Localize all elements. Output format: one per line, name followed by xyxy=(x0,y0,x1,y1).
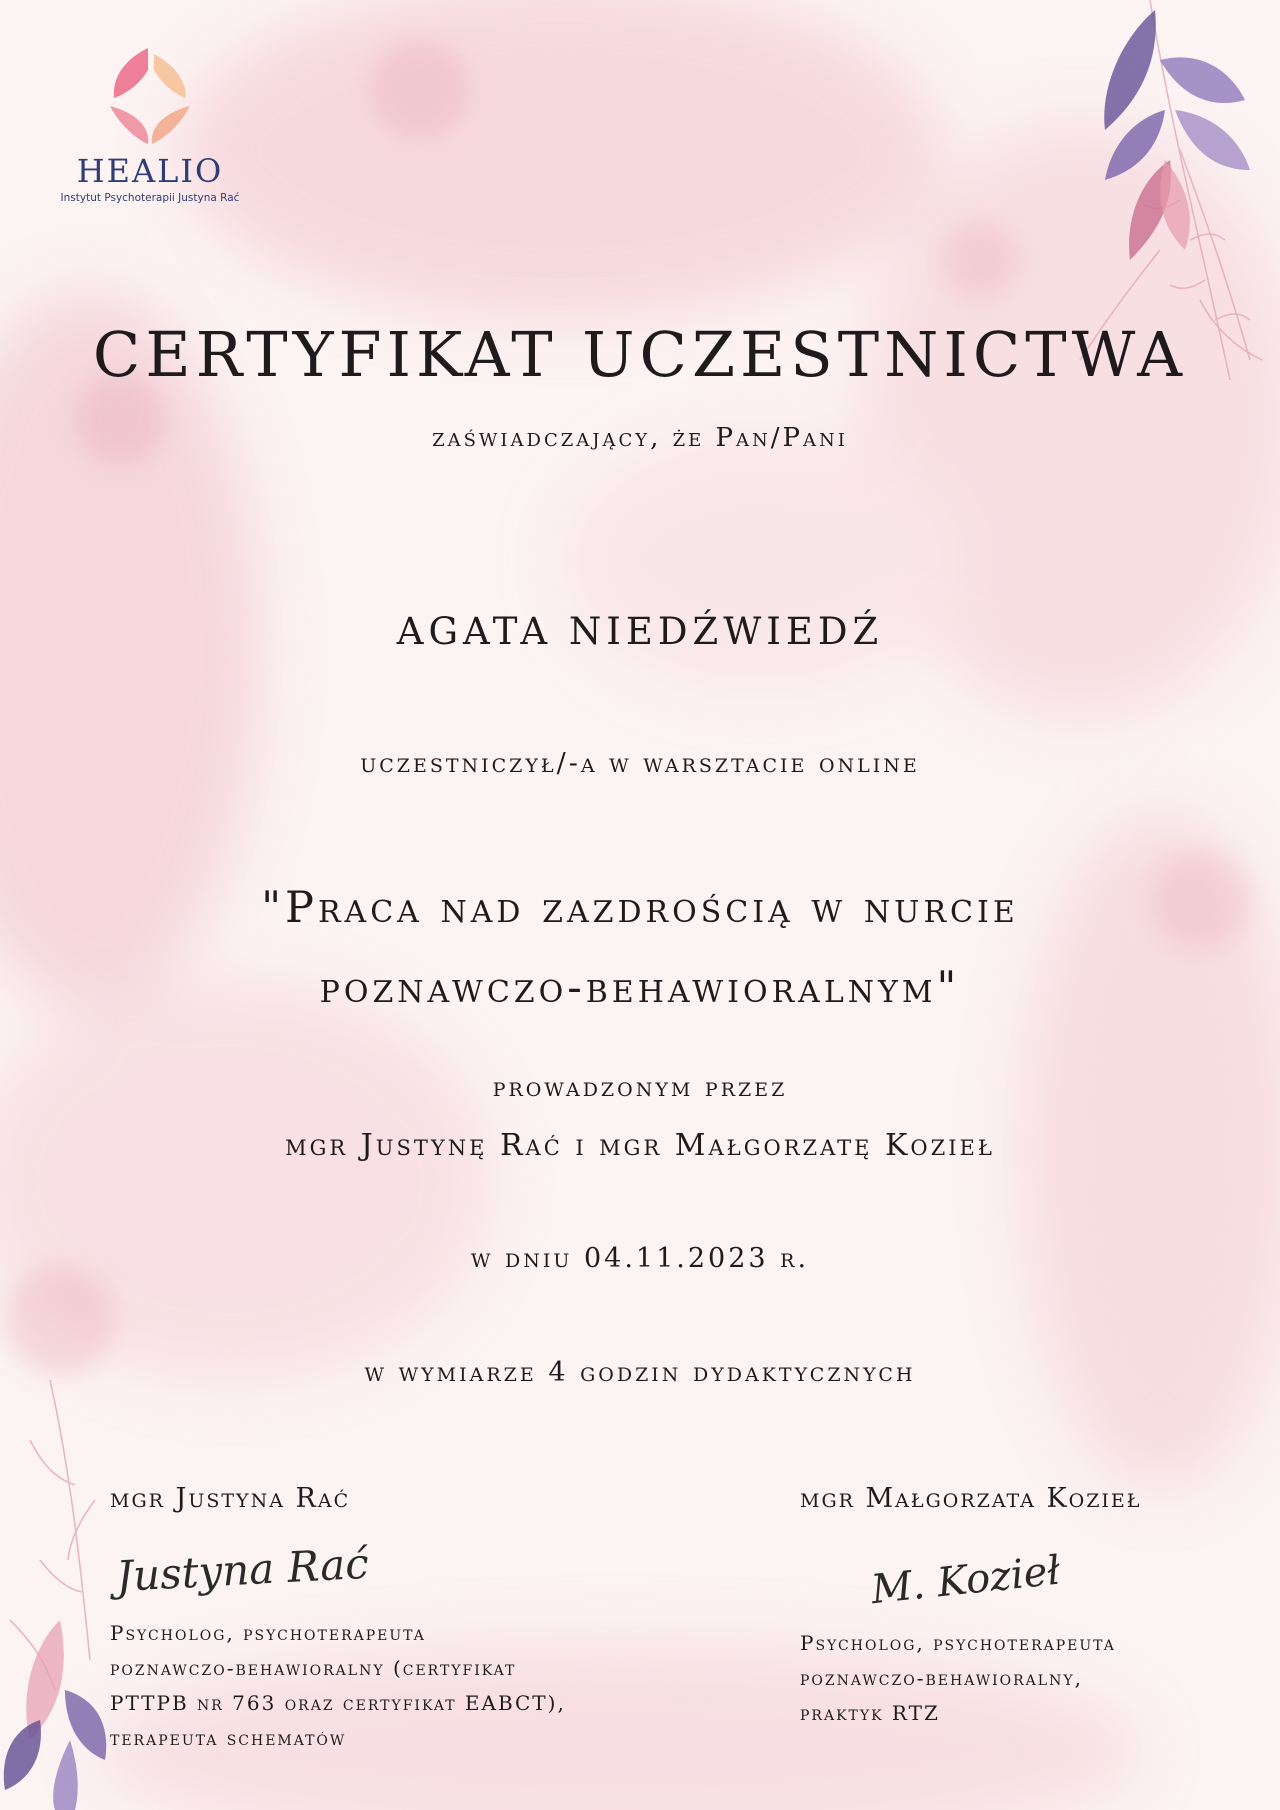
participant-name: AGATA NIEDŹWIEDŹ xyxy=(396,610,884,653)
logo-subtitle: Instytut Psychoterapii Justyna Rać xyxy=(60,192,240,204)
description-line: Psycholog, psychoterapeuta xyxy=(800,1631,1116,1655)
certificate-subtitle: zaświadczający, że Pan/Pani xyxy=(432,423,848,453)
handwritten-signature xyxy=(110,1528,400,1608)
signature-text: Justyna Rać xyxy=(114,1538,370,1601)
hours-line: w wymiarze 4 godzin dydaktycznych xyxy=(364,1357,916,1388)
description-line: terapeuta schematów xyxy=(110,1726,347,1750)
participation-line: uczestniczył/-a w warsztacie online xyxy=(360,748,920,779)
signatory-right xyxy=(800,1483,1240,1731)
date-line: w dniu 04.11.2023 r. xyxy=(470,1243,810,1274)
healio-lotus-icon xyxy=(90,40,210,150)
description-line: praktyk RTZ xyxy=(800,1701,940,1725)
signature-text: M. Kozieł xyxy=(868,1547,1063,1614)
purple-leaves-bottom-left xyxy=(4,1620,106,1810)
signatory-name: mgr Justyna Rać xyxy=(110,1483,351,1514)
led-by-label: prowadzonym przez xyxy=(492,1072,788,1103)
led-by-names: mgr Justynę Rać i mgr Małgorzatę Kozieł xyxy=(285,1128,995,1163)
course-title-line-1: "Praca nad zazdrością w nurcie xyxy=(261,883,1019,933)
course-title-line-2: poznawczo-behawioralnym" xyxy=(319,963,961,1013)
certificate-title: CERTYFIKAT UCZESTNICTWA xyxy=(92,318,1188,391)
signatory-description xyxy=(800,1626,1240,1731)
description-line: poznawczo-behawioralny, xyxy=(800,1666,1083,1690)
signatory-left xyxy=(110,1483,630,1756)
signatory-description xyxy=(110,1616,630,1756)
course-title xyxy=(0,868,1280,1028)
signatory-name: mgr Małgorzata Kozieł xyxy=(800,1483,1142,1514)
description-line: poznawczo-behawioralny (certyfikat xyxy=(110,1656,517,1680)
handwritten-signature xyxy=(800,1528,1090,1618)
description-line: Psycholog, psychoterapeuta xyxy=(110,1621,426,1645)
logo-name: HEALIO xyxy=(76,152,224,190)
description-line: PTTPB nr 763 oraz certyfikat EABCT), xyxy=(110,1691,566,1715)
healio-logo xyxy=(50,40,250,204)
